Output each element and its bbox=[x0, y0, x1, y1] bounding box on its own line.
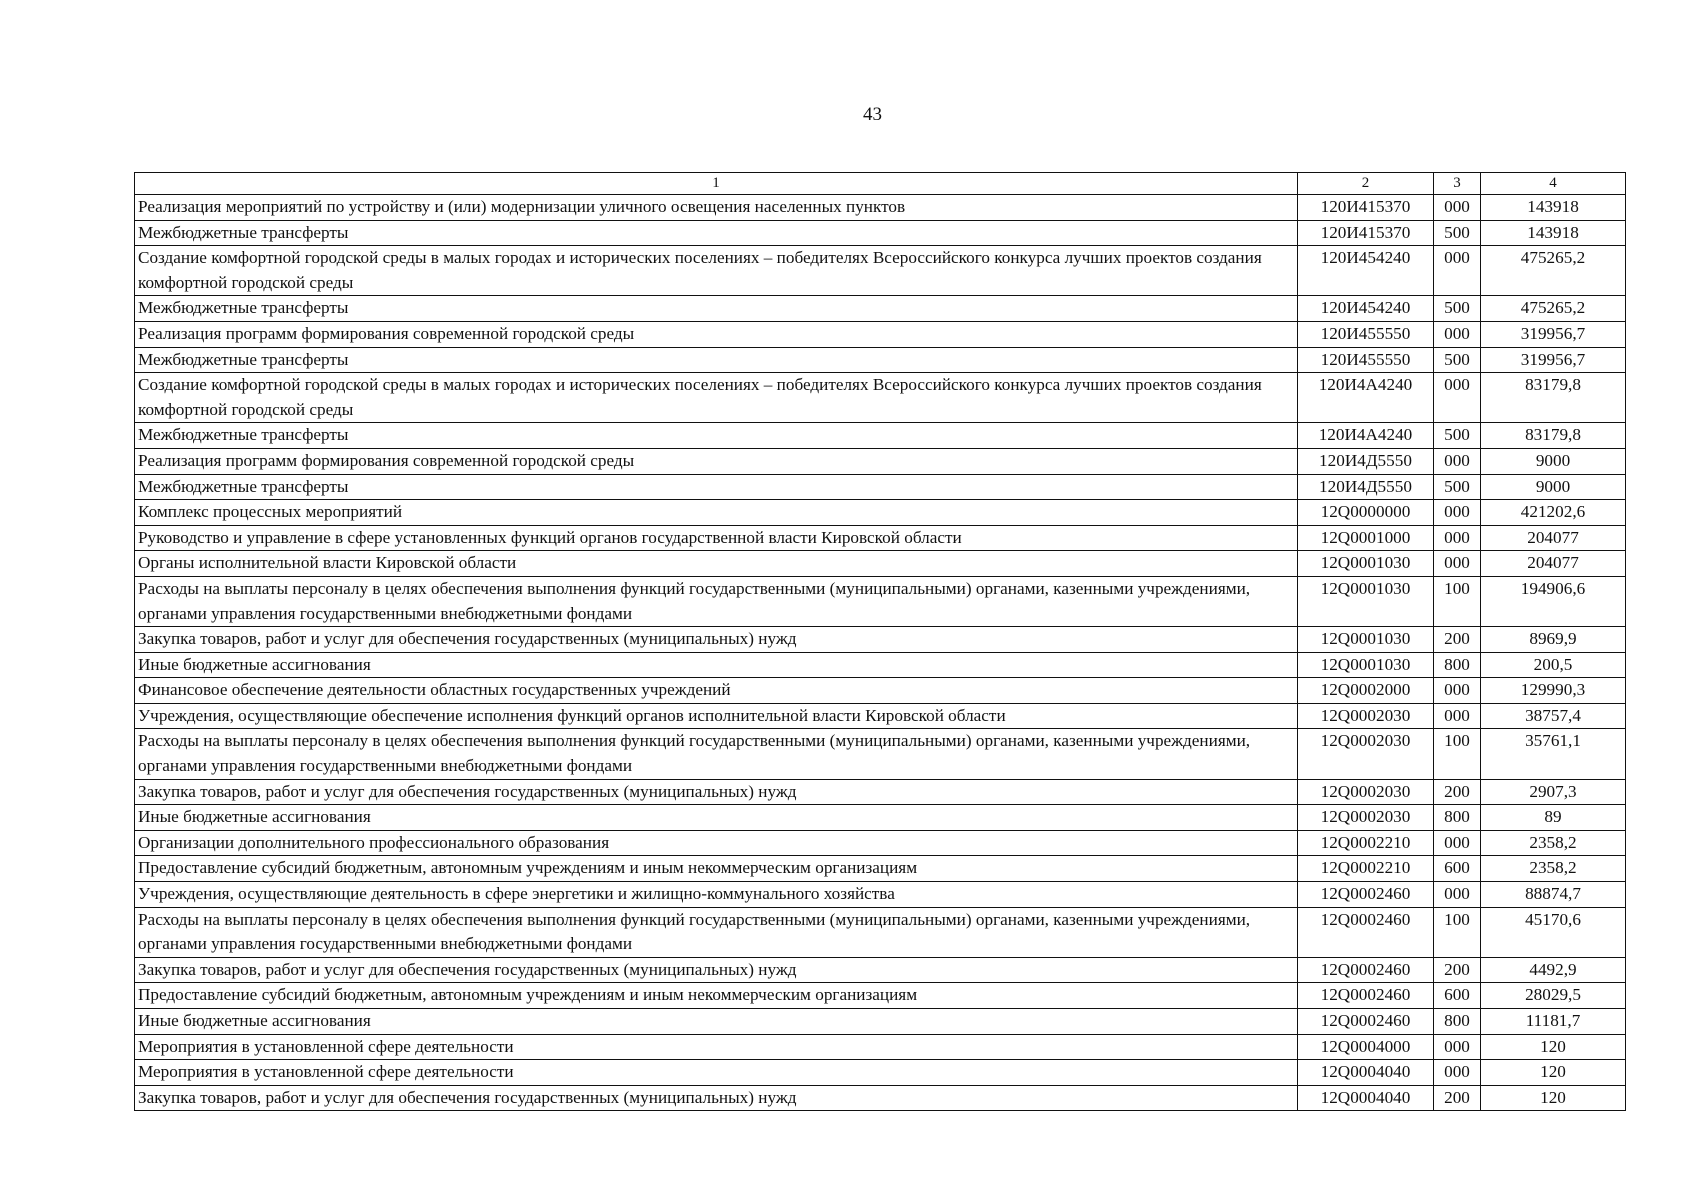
row-sum-cell: 200,5 bbox=[1481, 652, 1626, 678]
row-name-cell: Организации дополнительного профессионального образования bbox=[135, 830, 1298, 856]
row-sum-cell: 8969,9 bbox=[1481, 627, 1626, 653]
row-code-cell: 12Q0002460 bbox=[1298, 957, 1434, 983]
page-number: 43 bbox=[863, 104, 882, 125]
row-name-cell: Межбюджетные трансферты bbox=[135, 220, 1298, 246]
row-name-cell: Органы исполнительной власти Кировской области bbox=[135, 551, 1298, 577]
row-name-cell: Закупка товаров, работ и услуг для обеспечения государственных (муниципальных) нужд bbox=[135, 627, 1298, 653]
row-code-cell: 120И4А4240 bbox=[1298, 373, 1434, 423]
row-type-cell: 000 bbox=[1434, 551, 1481, 577]
row-name-cell: Расходы на выплаты персоналу в целях обеспечения выполнения функций государственными (муниципальными) органами, казенными учреждениями, органами управления государственными внебюджетными фондами bbox=[135, 729, 1298, 779]
row-name-cell: Учреждения, осуществляющие обеспечение исполнения функций органов исполнительной власти Кировской области bbox=[135, 703, 1298, 729]
table-row bbox=[135, 907, 1626, 957]
row-sum-cell: 204077 bbox=[1481, 551, 1626, 577]
row-type-cell: 500 bbox=[1434, 220, 1481, 246]
row-name-cell: Комплекс процессных мероприятий bbox=[135, 500, 1298, 526]
row-type-cell: 000 bbox=[1434, 1034, 1481, 1060]
table-row bbox=[135, 983, 1626, 1009]
row-code-cell: 12Q0001000 bbox=[1298, 525, 1434, 551]
row-name-cell: Закупка товаров, работ и услуг для обеспечения государственных (муниципальных) нужд bbox=[135, 957, 1298, 983]
row-sum-cell: 9000 bbox=[1481, 448, 1626, 474]
row-code-cell: 120И4А4240 bbox=[1298, 423, 1434, 449]
row-sum-cell: 9000 bbox=[1481, 474, 1626, 500]
row-code-cell: 12Q0002030 bbox=[1298, 779, 1434, 805]
row-type-cell: 000 bbox=[1434, 830, 1481, 856]
table-row bbox=[135, 703, 1626, 729]
row-code-cell: 12Q0001030 bbox=[1298, 627, 1434, 653]
row-sum-cell: 120 bbox=[1481, 1060, 1626, 1086]
row-sum-cell: 143918 bbox=[1481, 195, 1626, 221]
row-sum-cell: 2358,2 bbox=[1481, 856, 1626, 882]
header-col-2: 2 bbox=[1298, 173, 1434, 195]
row-sum-cell: 89 bbox=[1481, 805, 1626, 831]
row-sum-cell: 143918 bbox=[1481, 220, 1626, 246]
row-name-cell: Мероприятия в установленной сфере деятельности bbox=[135, 1060, 1298, 1086]
row-name-cell: Межбюджетные трансферты bbox=[135, 423, 1298, 449]
row-sum-cell: 35761,1 bbox=[1481, 729, 1626, 779]
table-row bbox=[135, 1009, 1626, 1035]
table-row bbox=[135, 856, 1626, 882]
row-sum-cell: 45170,6 bbox=[1481, 907, 1626, 957]
row-name-cell: Иные бюджетные ассигнования bbox=[135, 652, 1298, 678]
row-type-cell: 800 bbox=[1434, 1009, 1481, 1035]
row-type-cell: 000 bbox=[1434, 246, 1481, 296]
table-row bbox=[135, 500, 1626, 526]
row-code-cell: 120И455550 bbox=[1298, 321, 1434, 347]
table-row bbox=[135, 882, 1626, 908]
row-sum-cell: 475265,2 bbox=[1481, 246, 1626, 296]
row-type-cell: 000 bbox=[1434, 703, 1481, 729]
row-code-cell: 120И415370 bbox=[1298, 220, 1434, 246]
row-name-cell: Закупка товаров, работ и услуг для обеспечения государственных (муниципальных) нужд bbox=[135, 1085, 1298, 1111]
row-sum-cell: 120 bbox=[1481, 1085, 1626, 1111]
table-row bbox=[135, 830, 1626, 856]
row-sum-cell: 2358,2 bbox=[1481, 830, 1626, 856]
row-code-cell: 12Q0002030 bbox=[1298, 703, 1434, 729]
row-type-cell: 100 bbox=[1434, 907, 1481, 957]
row-code-cell: 120И454240 bbox=[1298, 296, 1434, 322]
row-name-cell: Финансовое обеспечение деятельности областных государственных учреждений bbox=[135, 678, 1298, 704]
row-name-cell: Иные бюджетные ассигнования bbox=[135, 1009, 1298, 1035]
row-type-cell: 500 bbox=[1434, 296, 1481, 322]
row-sum-cell: 83179,8 bbox=[1481, 373, 1626, 423]
header-col-1: 1 bbox=[135, 173, 1298, 195]
row-sum-cell: 475265,2 bbox=[1481, 296, 1626, 322]
row-code-cell: 12Q0002460 bbox=[1298, 1009, 1434, 1035]
row-code-cell: 120И454240 bbox=[1298, 246, 1434, 296]
table-row bbox=[135, 627, 1626, 653]
row-sum-cell: 11181,7 bbox=[1481, 1009, 1626, 1035]
table-row bbox=[135, 373, 1626, 423]
table-header bbox=[135, 173, 1626, 195]
row-type-cell: 500 bbox=[1434, 474, 1481, 500]
row-type-cell: 000 bbox=[1434, 500, 1481, 526]
table-row bbox=[135, 347, 1626, 373]
row-sum-cell: 319956,7 bbox=[1481, 321, 1626, 347]
row-name-cell: Расходы на выплаты персоналу в целях обеспечения выполнения функций государственными (муниципальными) органами, казенными учреждениями, органами управления государственными внебюджетными фондами bbox=[135, 907, 1298, 957]
row-type-cell: 000 bbox=[1434, 525, 1481, 551]
row-code-cell: 120И415370 bbox=[1298, 195, 1434, 221]
table-row bbox=[135, 1034, 1626, 1060]
row-code-cell: 120И4Д5550 bbox=[1298, 474, 1434, 500]
row-sum-cell: 129990,3 bbox=[1481, 678, 1626, 704]
table-row bbox=[135, 448, 1626, 474]
row-name-cell: Предоставление субсидий бюджетным, автономным учреждениям и иным некоммерческим организациям bbox=[135, 856, 1298, 882]
header-row bbox=[135, 173, 1626, 195]
table-row bbox=[135, 321, 1626, 347]
row-sum-cell: 2907,3 bbox=[1481, 779, 1626, 805]
row-code-cell: 12Q0002000 bbox=[1298, 678, 1434, 704]
row-type-cell: 800 bbox=[1434, 805, 1481, 831]
row-sum-cell: 83179,8 bbox=[1481, 423, 1626, 449]
row-name-cell: Межбюджетные трансферты bbox=[135, 296, 1298, 322]
row-type-cell: 000 bbox=[1434, 678, 1481, 704]
row-code-cell: 12Q0002460 bbox=[1298, 983, 1434, 1009]
row-name-cell: Реализация мероприятий по устройству и (или) модернизации уличного освещения населенных пунктов bbox=[135, 195, 1298, 221]
row-type-cell: 500 bbox=[1434, 347, 1481, 373]
row-sum-cell: 421202,6 bbox=[1481, 500, 1626, 526]
table-row bbox=[135, 220, 1626, 246]
row-sum-cell: 88874,7 bbox=[1481, 882, 1626, 908]
row-name-cell: Предоставление субсидий бюджетным, автономным учреждениям и иным некоммерческим организациям bbox=[135, 983, 1298, 1009]
row-name-cell: Закупка товаров, работ и услуг для обеспечения государственных (муниципальных) нужд bbox=[135, 779, 1298, 805]
table-row bbox=[135, 296, 1626, 322]
row-sum-cell: 4492,9 bbox=[1481, 957, 1626, 983]
row-name-cell: Руководство и управление в сфере установленных функций органов государственной власти Кировской области bbox=[135, 525, 1298, 551]
row-name-cell: Создание комфортной городской среды в малых городах и исторических поселениях – победителях Всероссийского конкурса лучших проектов создания комфортной городской среды bbox=[135, 246, 1298, 296]
row-sum-cell: 194906,6 bbox=[1481, 576, 1626, 626]
row-name-cell: Иные бюджетные ассигнования bbox=[135, 805, 1298, 831]
row-code-cell: 12Q0000000 bbox=[1298, 500, 1434, 526]
table-row bbox=[135, 1085, 1626, 1111]
row-sum-cell: 120 bbox=[1481, 1034, 1626, 1060]
table-row bbox=[135, 957, 1626, 983]
row-name-cell: Учреждения, осуществляющие деятельность в сфере энергетики и жилищно-коммунального хозяйства bbox=[135, 882, 1298, 908]
row-code-cell: 12Q0004040 bbox=[1298, 1060, 1434, 1086]
row-code-cell: 12Q0004000 bbox=[1298, 1034, 1434, 1060]
row-type-cell: 000 bbox=[1434, 1060, 1481, 1086]
row-sum-cell: 38757,4 bbox=[1481, 703, 1626, 729]
header-col-4: 4 bbox=[1481, 173, 1626, 195]
row-type-cell: 200 bbox=[1434, 1085, 1481, 1111]
row-type-cell: 600 bbox=[1434, 856, 1481, 882]
table-row bbox=[135, 423, 1626, 449]
budget-table bbox=[134, 172, 1626, 1111]
row-name-cell: Межбюджетные трансферты bbox=[135, 347, 1298, 373]
table-row bbox=[135, 525, 1626, 551]
row-type-cell: 600 bbox=[1434, 983, 1481, 1009]
table-row bbox=[135, 805, 1626, 831]
header-col-3: 3 bbox=[1434, 173, 1481, 195]
row-type-cell: 500 bbox=[1434, 423, 1481, 449]
row-name-cell: Расходы на выплаты персоналу в целях обеспечения выполнения функций государственными (муниципальными) органами, казенными учреждениями, органами управления государственными внебюджетными фондами bbox=[135, 576, 1298, 626]
row-name-cell: Межбюджетные трансферты bbox=[135, 474, 1298, 500]
table-row bbox=[135, 474, 1626, 500]
row-code-cell: 12Q0001030 bbox=[1298, 576, 1434, 626]
row-name-cell: Реализация программ формирования современной городской среды bbox=[135, 448, 1298, 474]
row-code-cell: 12Q0002030 bbox=[1298, 729, 1434, 779]
table-row bbox=[135, 1060, 1626, 1086]
row-type-cell: 100 bbox=[1434, 729, 1481, 779]
row-code-cell: 12Q0001030 bbox=[1298, 551, 1434, 577]
row-type-cell: 000 bbox=[1434, 448, 1481, 474]
row-type-cell: 000 bbox=[1434, 373, 1481, 423]
table-row bbox=[135, 195, 1626, 221]
row-type-cell: 200 bbox=[1434, 627, 1481, 653]
table-row bbox=[135, 246, 1626, 296]
row-type-cell: 200 bbox=[1434, 957, 1481, 983]
row-type-cell: 000 bbox=[1434, 195, 1481, 221]
row-code-cell: 120И455550 bbox=[1298, 347, 1434, 373]
table-row bbox=[135, 729, 1626, 779]
table-row bbox=[135, 652, 1626, 678]
row-sum-cell: 28029,5 bbox=[1481, 983, 1626, 1009]
table-row bbox=[135, 678, 1626, 704]
row-code-cell: 12Q0002030 bbox=[1298, 805, 1434, 831]
row-code-cell: 12Q0002460 bbox=[1298, 882, 1434, 908]
row-code-cell: 12Q0002460 bbox=[1298, 907, 1434, 957]
row-name-cell: Создание комфортной городской среды в малых городах и исторических поселениях – победителях Всероссийского конкурса лучших проектов создания комфортной городской среды bbox=[135, 373, 1298, 423]
row-name-cell: Реализация программ формирования современной городской среды bbox=[135, 321, 1298, 347]
table-row bbox=[135, 576, 1626, 626]
row-type-cell: 100 bbox=[1434, 576, 1481, 626]
row-code-cell: 12Q0004040 bbox=[1298, 1085, 1434, 1111]
row-code-cell: 120И4Д5550 bbox=[1298, 448, 1434, 474]
row-type-cell: 000 bbox=[1434, 882, 1481, 908]
row-sum-cell: 319956,7 bbox=[1481, 347, 1626, 373]
row-type-cell: 800 bbox=[1434, 652, 1481, 678]
row-type-cell: 000 bbox=[1434, 321, 1481, 347]
row-code-cell: 12Q0001030 bbox=[1298, 652, 1434, 678]
row-type-cell: 200 bbox=[1434, 779, 1481, 805]
row-code-cell: 12Q0002210 bbox=[1298, 856, 1434, 882]
table-body bbox=[135, 195, 1626, 1111]
table-row bbox=[135, 779, 1626, 805]
row-sum-cell: 204077 bbox=[1481, 525, 1626, 551]
row-code-cell: 12Q0002210 bbox=[1298, 830, 1434, 856]
row-name-cell: Мероприятия в установленной сфере деятельности bbox=[135, 1034, 1298, 1060]
table-row bbox=[135, 551, 1626, 577]
